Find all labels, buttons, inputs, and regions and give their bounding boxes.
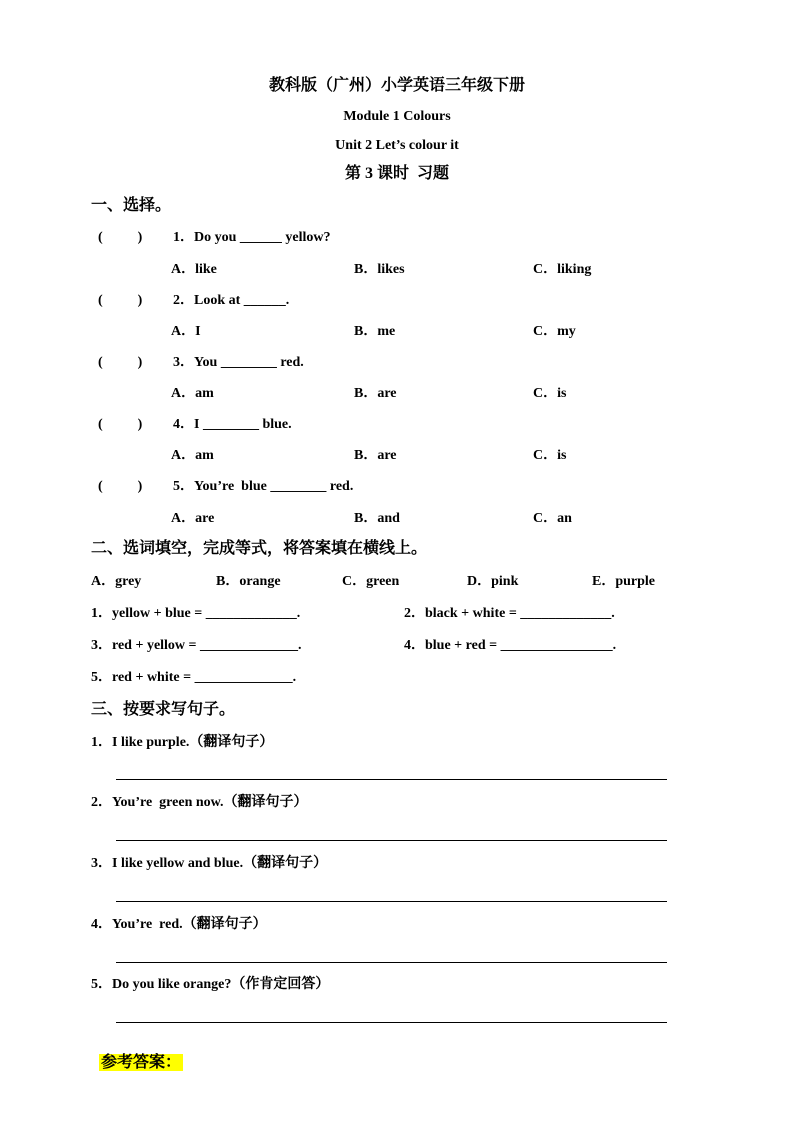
module-title: Module 1 Colours bbox=[343, 109, 451, 124]
answer-paren[interactable]: ( ) bbox=[98, 230, 143, 245]
option-c: C．is bbox=[533, 386, 567, 401]
lesson-title: 第 3 课时 习题 bbox=[344, 165, 449, 182]
option-a: A．I bbox=[171, 324, 201, 339]
option-b: B．likes bbox=[354, 262, 405, 277]
question-stem: 1．Do you ______ yellow? bbox=[173, 230, 331, 245]
section2-heading: 二、选词填空，完成等式，将答案填在横线上。 bbox=[91, 540, 428, 557]
answer-line[interactable] bbox=[116, 840, 667, 841]
word-option: B．orange bbox=[216, 574, 281, 589]
question-stem: 4．I ________ blue. bbox=[173, 417, 292, 432]
equation-item[interactable]: 4．blue + red = ________________. bbox=[404, 638, 617, 653]
option-c: C．my bbox=[533, 324, 576, 339]
equation-item[interactable]: 2．black + white = _____________. bbox=[404, 606, 615, 621]
answer-line[interactable] bbox=[116, 901, 667, 902]
sentence-task: 3．I like yellow and blue.（翻译句子） bbox=[91, 856, 328, 871]
option-b: B．me bbox=[354, 324, 396, 339]
option-a: A．am bbox=[171, 448, 214, 463]
equation-item[interactable]: 5．red + white = ______________. bbox=[91, 670, 297, 685]
word-option: E．purple bbox=[592, 574, 656, 589]
word-option: A．grey bbox=[91, 574, 142, 589]
word-option: C．green bbox=[342, 574, 400, 589]
sentence-task: 2．You’re green now.（翻译句子） bbox=[91, 795, 308, 810]
option-c: C．liking bbox=[533, 262, 592, 277]
option-b: B．are bbox=[354, 386, 397, 401]
question-stem: 3．You ________ red. bbox=[173, 355, 304, 370]
section3-heading: 三、按要求写句子。 bbox=[91, 701, 236, 718]
option-c: C．an bbox=[533, 511, 572, 526]
unit-title: Unit 2 Let’s colour it bbox=[335, 138, 459, 153]
option-a: A．like bbox=[171, 262, 217, 277]
option-a: A．am bbox=[171, 386, 214, 401]
option-c: C．is bbox=[533, 448, 567, 463]
sentence-task: 5．Do you like orange?（作肯定回答） bbox=[91, 977, 330, 992]
equation-item[interactable]: 1．yellow + blue = _____________. bbox=[91, 606, 301, 621]
answer-paren[interactable]: ( ) bbox=[98, 293, 143, 308]
answer-paren[interactable]: ( ) bbox=[98, 417, 143, 432]
word-option: D．pink bbox=[467, 574, 519, 589]
option-b: B．and bbox=[354, 511, 400, 526]
option-b: B．are bbox=[354, 448, 397, 463]
answer-line[interactable] bbox=[116, 1022, 667, 1023]
option-a: A．are bbox=[171, 511, 215, 526]
answers-label-text: 参考答案： bbox=[101, 1054, 182, 1071]
answer-line[interactable] bbox=[116, 962, 667, 963]
page-title: 教科版（广州）小学英语三年级下册 bbox=[268, 77, 525, 94]
answer-line[interactable] bbox=[116, 779, 667, 780]
section1-heading: 一、选择。 bbox=[91, 197, 172, 214]
question-stem: 5．You’re blue ________ red. bbox=[173, 479, 354, 494]
equation-item[interactable]: 3．red + yellow = ______________. bbox=[91, 638, 302, 653]
sentence-task: 1．I like purple.（翻译句子） bbox=[91, 735, 274, 750]
question-stem: 2．Look at ______. bbox=[173, 293, 290, 308]
answers-label bbox=[91, 1039, 183, 1071]
answer-paren[interactable]: ( ) bbox=[98, 355, 143, 370]
sentence-task: 4．You’re red.（翻译句子） bbox=[91, 917, 267, 932]
answer-paren[interactable]: ( ) bbox=[98, 479, 143, 494]
